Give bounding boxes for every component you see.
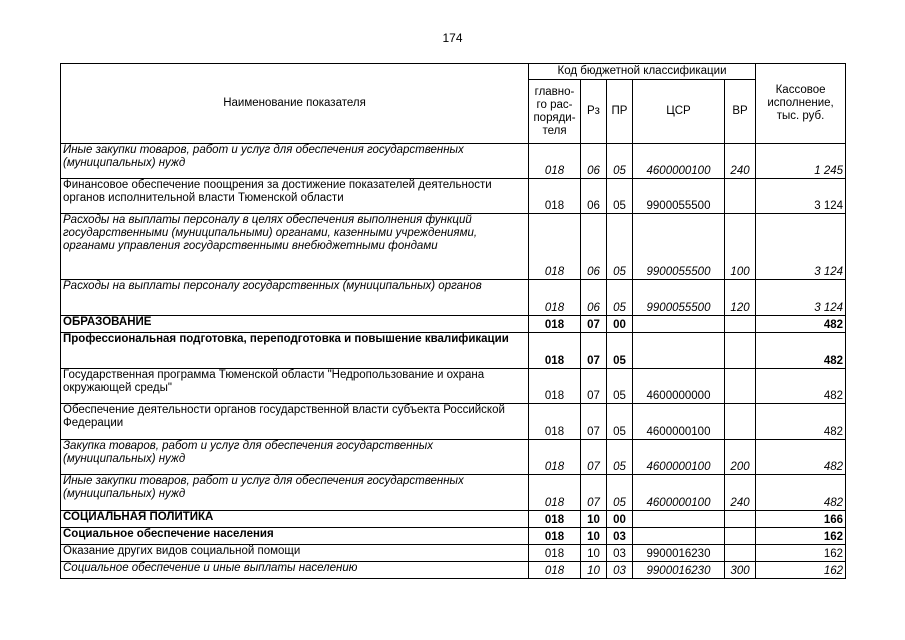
cell-rz: 07 [581,369,607,404]
cell-pr: 05 [607,179,633,214]
cell-pr: 03 [607,545,633,562]
cell-vr [725,179,756,214]
cell-amount: 482 [756,369,846,404]
table-row [61,404,846,440]
header-col-csr: ЦСР [633,80,725,144]
cell-csr: 4600000100 [633,475,725,511]
header-col-gr: главно-го рас-поряди-теля [529,80,581,144]
table-row [61,179,846,214]
table-row [61,316,846,333]
cell-gr: 018 [529,280,581,316]
cell-amount: 162 [756,545,846,562]
cell-amount: 482 [756,404,846,440]
cell-rz: 06 [581,280,607,316]
cell-rz: 10 [581,545,607,562]
table-body [61,144,846,579]
cell-vr: 240 [725,144,756,179]
table-row [61,545,846,562]
cell-vr [725,528,756,545]
cell-name: Расходы на выплаты персоналу государственных (муниципальных) органов [61,280,529,316]
cell-vr: 100 [725,214,756,280]
table-row [61,440,846,475]
cell-name: Социальное обеспечение населения [61,528,529,545]
cell-rz: 07 [581,316,607,333]
cell-gr: 018 [529,369,581,404]
cell-amount: 3 124 [756,179,846,214]
cell-pr: 05 [607,214,633,280]
cell-gr: 018 [529,404,581,440]
cell-pr: 05 [607,144,633,179]
cell-pr: 05 [607,369,633,404]
cell-gr: 018 [529,179,581,214]
cell-rz: 07 [581,404,607,440]
cell-csr: 4600000000 [633,369,725,404]
cell-csr: 9900055500 [633,214,725,280]
cell-gr: 018 [529,562,581,579]
header-code-group: Код бюджетной классификации [529,64,756,80]
cell-pr: 03 [607,562,633,579]
cell-csr [633,511,725,528]
cell-name: Расходы на выплаты персоналу в целях обеспечения выполнения функций государственными (муниципальными) органами, казенными учреждениями, органами управления государственными внебюджетными фондами [61,214,529,280]
cell-vr [725,333,756,369]
cell-amount: 3 124 [756,214,846,280]
cell-rz: 10 [581,511,607,528]
cell-vr [725,404,756,440]
cell-gr: 018 [529,475,581,511]
table-row [61,280,846,316]
cell-vr: 120 [725,280,756,316]
header-col-vr: ВР [725,80,756,144]
cell-amount: 162 [756,562,846,579]
table-row [61,511,846,528]
cell-vr: 300 [725,562,756,579]
cell-name: Профессиональная подготовка, переподготовка и повышение квалификации [61,333,529,369]
cell-gr: 018 [529,528,581,545]
header-name: Наименование показателя [61,64,529,144]
table-row [61,369,846,404]
cell-amount: 482 [756,440,846,475]
cell-pr: 05 [607,280,633,316]
cell-csr: 9900016230 [633,545,725,562]
cell-name: СОЦИАЛЬНАЯ ПОЛИТИКА [61,511,529,528]
header-col-rz: Рз [581,80,607,144]
cell-csr [633,333,725,369]
header-amount: Кассовое исполнение, тыс. руб. [756,64,846,144]
cell-amount: 162 [756,528,846,545]
cell-name: Социальное обеспечение и иные выплаты населению [61,562,529,579]
budget-table [60,63,846,579]
table-row [61,144,846,179]
table-row [61,528,846,545]
cell-rz: 07 [581,475,607,511]
cell-amount: 3 124 [756,280,846,316]
cell-gr: 018 [529,144,581,179]
cell-rz: 07 [581,440,607,475]
cell-gr: 018 [529,545,581,562]
table-row [61,562,846,579]
cell-pr: 00 [607,316,633,333]
cell-gr: 018 [529,214,581,280]
cell-name: Иные закупки товаров, работ и услуг для обеспечения государственных (муниципальных) нужд [61,475,529,511]
cell-csr: 9900016230 [633,562,725,579]
cell-amount: 482 [756,333,846,369]
cell-rz: 06 [581,144,607,179]
cell-csr: 4600000100 [633,144,725,179]
cell-gr: 018 [529,511,581,528]
cell-pr: 00 [607,511,633,528]
cell-vr [725,545,756,562]
page-number: 174 [442,31,463,45]
cell-pr: 05 [607,440,633,475]
cell-pr: 05 [607,333,633,369]
cell-gr: 018 [529,316,581,333]
table-row [61,333,846,369]
cell-csr: 4600000100 [633,440,725,475]
cell-rz: 10 [581,562,607,579]
cell-pr: 05 [607,404,633,440]
cell-pr: 05 [607,475,633,511]
cell-csr: 4600000100 [633,404,725,440]
cell-name: Финансовое обеспечение поощрения за достижение показателей деятельности органов исполнительной власти Тюменской области [61,179,529,214]
cell-vr: 200 [725,440,756,475]
cell-pr: 03 [607,528,633,545]
cell-csr: 9900055500 [633,280,725,316]
cell-name: Оказание других видов социальной помощи [61,545,529,562]
cell-csr: 9900055500 [633,179,725,214]
cell-rz: 06 [581,214,607,280]
cell-gr: 018 [529,333,581,369]
cell-amount: 1 245 [756,144,846,179]
cell-rz: 10 [581,528,607,545]
cell-name: Закупка товаров, работ и услуг для обеспечения государственных (муниципальных) нужд [61,440,529,475]
table-row [61,475,846,511]
cell-csr [633,528,725,545]
cell-amount: 166 [756,511,846,528]
cell-amount: 482 [756,475,846,511]
cell-name: Государственная программа Тюменской области "Недропользование и охрана окружающей среды" [61,369,529,404]
cell-vr: 240 [725,475,756,511]
cell-gr: 018 [529,440,581,475]
cell-rz: 07 [581,333,607,369]
cell-name: Обеспечение деятельности органов государственной власти субъекта Российской Федерации [61,404,529,440]
table-row [61,214,846,280]
cell-csr [633,316,725,333]
cell-vr [725,511,756,528]
cell-amount: 482 [756,316,846,333]
header-col-pr: ПР [607,80,633,144]
cell-name: Иные закупки товаров, работ и услуг для обеспечения государственных (муниципальных) нужд [61,144,529,179]
cell-name: ОБРАЗОВАНИЕ [61,316,529,333]
cell-vr [725,316,756,333]
cell-rz: 06 [581,179,607,214]
cell-vr [725,369,756,404]
